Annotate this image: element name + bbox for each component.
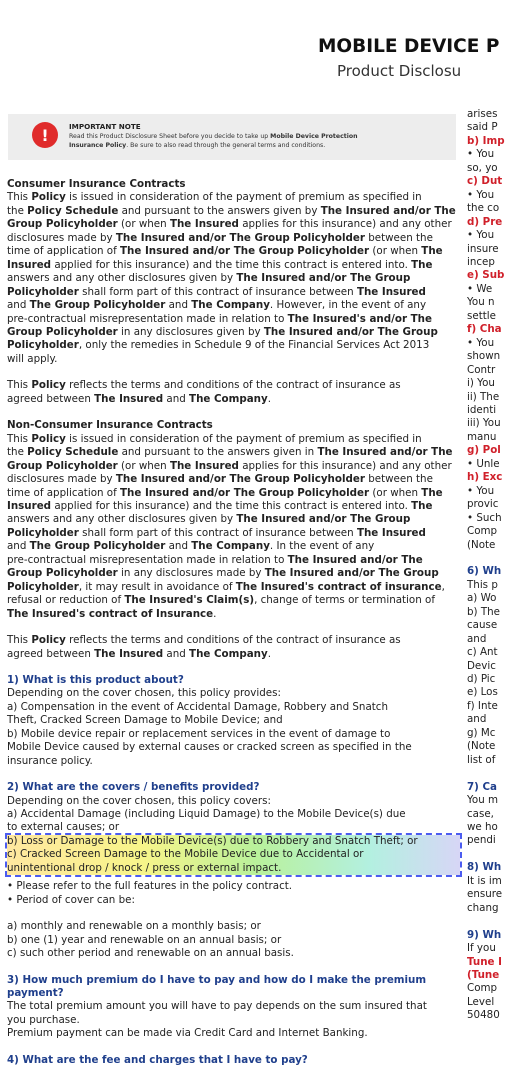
question-3-heading: payment? (7, 987, 64, 1000)
note-title: IMPORTANT NOTE (69, 122, 141, 131)
right-text-line: insure (467, 242, 499, 255)
nonconsumer-reflects: agreed between The Insured and The Company. (7, 647, 271, 660)
highlighted-text (7, 835, 460, 875)
right-text-line: You n (467, 296, 495, 309)
text-line: unintentional drop / knock / press or external impact. (7, 861, 282, 874)
text-line: This Policy is issued in consideration of the payment of premium as specified in (7, 432, 422, 445)
right-text-line: f) Inte (467, 699, 498, 712)
text-line: Group Policyholder in any disclosures made by The Insured and/or The Group (7, 567, 439, 580)
important-note-box (8, 114, 456, 160)
text-line: refusal or reduction of The Insured's Claim(s), change of terms or termination of (7, 594, 435, 607)
right-text-line: iii) You (467, 417, 501, 430)
question-4-heading: 4) What are the fee and charges that I have to pay? (7, 1053, 308, 1066)
right-text-line: 9) Wh (467, 928, 502, 941)
right-text-line: cause (467, 619, 498, 632)
right-text-line: said P (467, 121, 498, 134)
right-text-line: c) Dut (467, 175, 503, 188)
text-line: This Policy is issued in consideration of the payment of premium as specified in (7, 191, 422, 204)
right-text-line (467, 915, 527, 928)
right-text-line: If you (467, 942, 496, 955)
right-text-line: (Note (467, 740, 496, 753)
nonconsumer-paragraph (7, 433, 455, 621)
question-2-bullets (7, 880, 455, 907)
right-text-line: h) Exc (467, 471, 503, 484)
right-text-line: list of (467, 753, 496, 766)
question-3-answer (7, 1000, 455, 1040)
consumer-reflects: agreed between The Insured and The Company. (7, 392, 271, 405)
text-line: Theft, Cracked Screen Damage to Mobile Device; and (7, 714, 283, 727)
right-text-line: d) Pre (467, 215, 503, 228)
text-line: disclosures made by The Insured and/or The Group Policyholder between the (7, 231, 433, 244)
question-1-answer (7, 687, 455, 768)
note-text-line: Read this Product Disclosure Sheet before you decide to take up Mobile Device Protection (69, 133, 358, 140)
text-line: Policyholder shall form part of this contract of insurance between The Insured (7, 526, 426, 539)
question-2-periods (7, 920, 455, 960)
right-column (467, 108, 527, 1023)
right-text-line: • You (467, 148, 495, 161)
right-text-line: • You (467, 229, 495, 242)
question-2-heading: 2) What are the covers / benefits provided? (7, 781, 260, 794)
text-line: • Period of cover can be: (7, 893, 135, 906)
text-line: Depending on the cover chosen, this policy covers: (7, 794, 271, 807)
text-line: the Policy Schedule and pursuant to the answers given by The Insured and/or The (7, 204, 456, 217)
right-text-line: • Unle (467, 457, 500, 470)
right-text-line: pendi (467, 834, 496, 847)
consumer-heading: Consumer Insurance Contracts (7, 178, 186, 190)
right-text-line: f) Cha (467, 323, 502, 336)
text-line: and The Group Policyholder and The Company. However, in the event of any (7, 299, 427, 312)
text-line: c) such other period and renewable on an annual basis. (7, 947, 294, 960)
right-text-line: (Note (467, 538, 496, 551)
right-text-line: • We (467, 282, 493, 295)
right-text-line: manu (467, 430, 497, 443)
consumer-paragraph (7, 191, 455, 366)
right-text-line: d) Pic (467, 673, 496, 686)
right-text-line: and (467, 632, 487, 645)
question-3-heading: 3) How much premium do I have to pay and how do I make the premium (7, 973, 427, 986)
right-text-line: g) Pol (467, 444, 501, 457)
right-text-line: we ho (467, 821, 498, 834)
right-text-line: It is im (467, 874, 502, 887)
text-line: Policyholder shall form part of this contract of insurance between The Insured (7, 285, 426, 298)
text-line: insurance policy. (7, 754, 93, 767)
right-text-line: settle (467, 309, 496, 322)
right-text-line: Comp (467, 525, 498, 538)
right-text-line: e) Los (467, 686, 498, 699)
text-line: pre-contractual misrepresentation made in relation to The Insured's and/or The (7, 312, 432, 325)
text-line: a) Accidental Damage (including Liquid Damage) to the Mobile Device(s) due (7, 808, 406, 821)
text-line: time of application of The Insured and/or The Group Policyholder (or when The (7, 245, 443, 258)
right-text-line: ii) The (467, 390, 500, 403)
text-line: The total premium amount you will have to pay depends on the sum insured that (7, 1000, 427, 1013)
text-line: will apply. (7, 352, 58, 365)
right-text-line: case, (467, 807, 494, 820)
right-text-line: i) You (467, 377, 495, 390)
page-subtitle: Product Disclosu (337, 62, 462, 80)
alert-icon: ! (32, 122, 58, 148)
right-text-line: (Tune (467, 969, 500, 981)
text-line: to external causes; or (7, 821, 120, 834)
right-text-line: • You (467, 484, 495, 497)
text-line: and The Group Policyholder and The Company. In the event of any (7, 540, 375, 553)
right-text-line: 50480 (467, 1009, 500, 1022)
text-line: b) Mobile device repair or replacement services in the event of damage to (7, 727, 391, 740)
right-text-line: shown (467, 350, 501, 363)
text-line: Mobile Device caused by external causes or cracked screen as specified in the (7, 741, 412, 754)
text-line: • Please refer to the full features in the policy contract. (7, 880, 293, 893)
right-text-line: incep (467, 255, 495, 268)
right-text-line: 7) Ca (467, 780, 497, 793)
text-line: a) Compensation in the event of Accidental Damage, Robbery and Snatch (7, 700, 388, 713)
right-text-line: arises (467, 108, 498, 120)
right-text-line: Level (467, 995, 495, 1008)
right-text-line: provic (467, 498, 499, 511)
right-text-line: Comp (467, 982, 498, 995)
question-2-answer (7, 795, 455, 835)
consumer-reflects: This Policy reflects the terms and conditions of the contract of insurance as (7, 379, 401, 392)
question-1-heading: 1) What is this product about? (7, 673, 184, 686)
text-line: Insured applied for this insurance) and the time this contract is entered into. The (7, 258, 433, 271)
right-text-line: Contr (467, 363, 496, 376)
right-text-line: the co (467, 202, 500, 215)
note-text (69, 132, 419, 150)
text-line: a) monthly and renewable on a monthly basis; or (7, 920, 261, 933)
text-line: Policyholder, only the remedies in Schedule 9 of the Financial Services Act 2013 (7, 339, 430, 352)
right-text-line: This p (467, 578, 498, 591)
right-text-line: • Such (467, 511, 502, 524)
text-line: answers and any other disclosures given by The Insured and/or The Group (7, 272, 411, 285)
right-text-line (467, 767, 527, 780)
nonconsumer-heading: Non-Consumer Insurance Contracts (7, 419, 213, 432)
text-line: the Policy Schedule and pursuant to the answers given in The Insured and/or The (7, 446, 453, 459)
text-line: The Insured's contract of Insurance. (7, 607, 217, 620)
right-text-line (467, 552, 527, 565)
left-column (7, 178, 455, 1067)
right-text-line: c) Ant (467, 646, 498, 659)
text-line: b) one (1) year and renewable on an annual basis; or (7, 933, 282, 946)
right-text-line: • You (467, 188, 495, 201)
text-line: b) Loss or Damage to the Mobile Device(s) due to Robbery and Snatch Theft; or (7, 834, 418, 847)
right-text-line: e) Sub (467, 269, 505, 282)
right-text-line: chang (467, 901, 499, 914)
text-line: pre-contractual misrepresentation made in relation to The Insured and/or The (7, 553, 423, 566)
text-line: Depending on the cover chosen, this policy provides: (7, 687, 281, 700)
right-text-line: g) Mc (467, 726, 496, 739)
right-text-line: You m (467, 794, 499, 807)
right-text-line: a) Wo (467, 592, 497, 605)
text-line: Policyholder, it may result in avoidance of The Insured's contract of insurance, (7, 580, 445, 593)
text-line: time of application of The Insured and/or The Group Policyholder (or when The (7, 486, 443, 499)
right-text-line: identi (467, 403, 497, 416)
right-text-line: Devic (467, 659, 496, 672)
right-text-line: 8) Wh (467, 861, 502, 874)
right-text-line: b) Imp (467, 134, 505, 147)
right-text-line: • You (467, 336, 495, 349)
note-text-line: Insurance Policy. Be sure to also read through the general terms and conditions. (69, 142, 326, 149)
right-text-line: ensure (467, 888, 503, 901)
right-text-line: so, yo (467, 161, 498, 174)
text-line: c) Cracked Screen Damage to the Mobile Device due to Accidental or (7, 848, 364, 861)
nonconsumer-reflects: This Policy reflects the terms and conditions of the contract of insurance as (7, 634, 401, 647)
text-line: Group Policyholder (or when The Insured applies for this insurance) and any other (7, 459, 452, 472)
text-line: Insured applied for this insurance) and the time this contract is entered into. The (7, 499, 433, 512)
text-line: answers and any other disclosures given by The Insured and/or The Group (7, 513, 411, 526)
right-text-line: 6) Wh (467, 565, 502, 578)
text-line: Group Policyholder (or when The Insured applies for this insurance) and any other (7, 218, 452, 231)
right-text-line: and (467, 713, 487, 726)
page-title: MOBILE DEVICE P (318, 36, 500, 57)
text-line: Premium payment can be made via Credit Card and Internet Banking. (7, 1027, 368, 1040)
right-text-line: b) The (467, 605, 500, 618)
right-text-line: Tune I (467, 955, 502, 968)
right-text-line (467, 848, 527, 861)
text-line: disclosures made by The Insured and/or The Group Policyholder between the (7, 473, 433, 486)
text-line: you purchase. (7, 1013, 80, 1026)
text-line: Group Policyholder in any disclosures given by The Insured and/or The Group (7, 325, 438, 338)
